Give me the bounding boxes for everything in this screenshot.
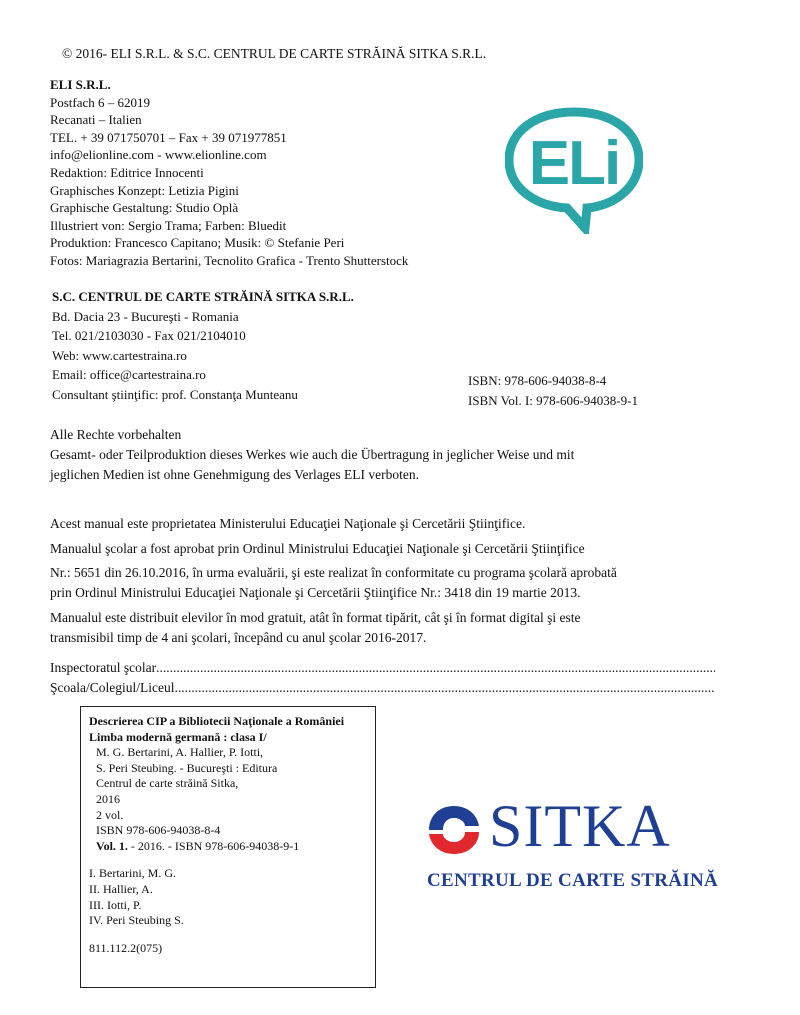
cip-vol-line bbox=[89, 839, 367, 855]
cip-subtitle: Limba modernă germană : clasa I/ bbox=[89, 729, 267, 744]
school-name-label: Şcoala/Colegiul/Liceul bbox=[50, 680, 175, 695]
ministry-order-line: Nr.: 5651 din 26.10.2016, în urma evaluării, şi este realizat în conformitate cu programa şcolară aprobată bbox=[50, 565, 617, 580]
cip-spacer bbox=[89, 929, 367, 941]
sitka-web-line: Web: www.cartestraina.ro bbox=[52, 347, 187, 363]
eli-editor-line: Redaktion: Editrice Innocenti bbox=[50, 164, 204, 180]
dotted-fill-line bbox=[156, 658, 715, 678]
cip-spacer bbox=[89, 854, 367, 866]
sitka-logo-subtitle: CENTRUL DE CARTE STRĂINĂ bbox=[427, 870, 719, 891]
cip-author: III. Iotti, P. bbox=[89, 897, 142, 912]
sitka-name: S.C. CENTRUL DE CARTE STRĂINĂ SITKA S.R.L. bbox=[52, 289, 354, 304]
rights-notice bbox=[50, 425, 574, 485]
ministry-approval-line: Manualul şcolar a fost aprobat prin Ordinul Ministrului Educaţiei Naţionale şi Cercetării Ştiinţifice bbox=[50, 540, 585, 556]
ministry-notice bbox=[50, 514, 617, 648]
ministry-order-line: prin Ordinul Ministrului Educaţiei Naţionale şi Cercetării Ştiinţifice Nr.: 3418 din 19 martie 2013. bbox=[50, 585, 581, 600]
isbn-info bbox=[468, 371, 638, 410]
sitka-phone-line: Tel. 021/2103030 - Fax 021/2104010 bbox=[52, 328, 246, 344]
inspectorat-field[interactable] bbox=[50, 658, 715, 678]
sitka-logo-word: SITKA bbox=[489, 793, 671, 859]
inspectorat-label: Inspectoratul şcolar bbox=[50, 660, 157, 675]
eli-publisher-info bbox=[50, 76, 408, 270]
eli-name: ELI S.R.L. bbox=[50, 77, 111, 92]
eli-web-line: info@elionline.com - www.elionline.com bbox=[50, 147, 267, 163]
rights-heading: Alle Rechte vorbehalten bbox=[50, 427, 182, 442]
cip-author: IV. Peri Steubing S. bbox=[89, 913, 184, 928]
cip-line: S. Peri Steubing. - Bucureşti : Editura bbox=[96, 760, 278, 775]
sitka-logo bbox=[423, 792, 745, 902]
cip-title: Descrierea CIP a Bibliotecii Naţionale a României bbox=[89, 714, 345, 728]
dotted-fill-line bbox=[174, 678, 715, 698]
sitka-swirl-icon bbox=[423, 800, 485, 860]
eli-address-line: Postfach 6 – 62019 bbox=[50, 94, 151, 110]
eli-illustration-line: Illustriert von: Sergio Trama; Farben: Bluedit bbox=[50, 217, 287, 233]
eli-logo-text: ELi bbox=[528, 129, 620, 198]
eli-design-line: Graphische Gestaltung: Studio Oplà bbox=[50, 200, 239, 216]
isbn-vol-line: ISBN Vol. I: 978-606-94038-9-1 bbox=[468, 392, 638, 408]
cip-vol-rest: - 2016. - ISBN 978-606-94038-9-1 bbox=[127, 838, 300, 853]
eli-logo bbox=[505, 106, 643, 234]
ministry-property-line: Acest manual este proprietatea Ministerului Educaţiei Naţionale şi Cercetării Ştiinţifice. bbox=[50, 516, 526, 531]
copyright-line: © 2016- ELI S.R.L. & S.C. CENTRUL DE CARTE STRĂINĂ SITKA S.R.L. bbox=[62, 46, 487, 61]
eli-city-line: Recanati – Italien bbox=[50, 112, 142, 128]
school-name-field[interactable] bbox=[50, 678, 715, 698]
cip-line: Centrul de carte străină Sitka, bbox=[96, 776, 239, 791]
eli-phone-line: TEL. + 39 071750701 – Fax + 39 071977851 bbox=[50, 129, 287, 145]
isbn-line: ISBN: 978-606-94038-8-4 bbox=[468, 373, 607, 388]
sitka-publisher-info bbox=[52, 287, 354, 405]
cip-line: ISBN 978-606-94038-8-4 bbox=[96, 823, 221, 838]
ministry-distribution-line: Manualul este distribuit elevilor în mod gratuit, atât în format tipărit, cât şi în format digital şi este bbox=[50, 609, 581, 625]
eli-concept-line: Graphisches Konzept: Letizia Pigini bbox=[50, 182, 239, 198]
cip-vol-label: Vol. 1. bbox=[96, 838, 128, 853]
cip-description-box bbox=[80, 706, 376, 988]
sitka-email-line: Email: office@cartestraina.ro bbox=[52, 367, 206, 383]
cip-line: 2016 bbox=[96, 791, 120, 806]
school-fields bbox=[50, 658, 715, 698]
cip-author: II. Hallier, A. bbox=[89, 881, 153, 896]
eli-photos-line: Fotos: Mariagrazia Bertarini, Tecnolito Grafica - Trento Shutterstock bbox=[50, 252, 409, 268]
sitka-address-line: Bd. Dacia 23 - Bucureşti - Romania bbox=[52, 308, 239, 324]
cip-line: 2 vol. bbox=[96, 807, 124, 822]
cip-author: I. Bertarini, M. G. bbox=[89, 866, 176, 881]
sitka-consultant-line: Consultant ştiinţific: prof. Constanţa Munteanu bbox=[52, 386, 298, 402]
cip-line: M. G. Bertarini, A. Hallier, P. Iotti, bbox=[96, 745, 264, 760]
eli-production-line: Produktion: Francesco Capitano; Musik: © Stefanie Peri bbox=[50, 235, 345, 251]
rights-text-line: Gesamt- oder Teilproduktion dieses Werkes wie auch die Übertragung in jeglicher Weise und mit bbox=[50, 447, 575, 462]
rights-text-line: jeglichen Medien ist ohne Genehmigung des Verlages ELI verboten. bbox=[50, 467, 420, 482]
ministry-distribution-line: transmisibil timp de 4 ani şcolari, începând cu anul şcolar 2016-2017. bbox=[50, 629, 427, 645]
cip-classification: 811.112.2(075) bbox=[89, 940, 163, 955]
